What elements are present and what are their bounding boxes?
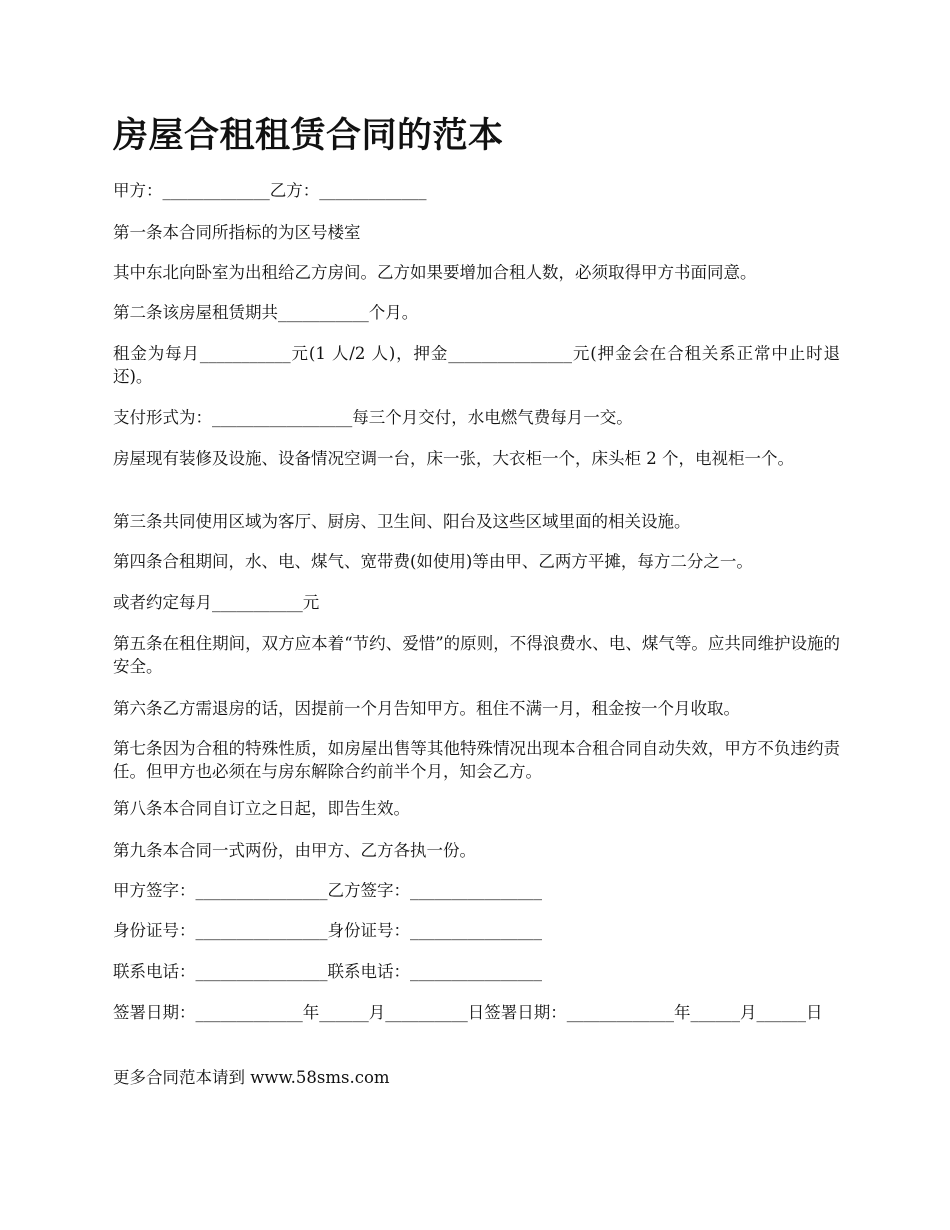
clause-3: 第三条共同使用区域为客厅、厨房、卫生间、阳台及这些区域里面的相关设施。 [113, 512, 691, 531]
clause-4: 第四条合租期间，水、电、煤气、宽带费(如使用)等由甲、乙两方平摊，每方二分之一。 [113, 552, 753, 571]
clause-8: 第八条本合同自订立之日起，即告生效。 [113, 799, 410, 818]
more-templates-footer: 更多合同范本请到 www.58sms.com [113, 1068, 390, 1087]
party-names-line: 甲方：_____________乙方：_____________ [113, 181, 427, 200]
phone-line: 联系电话：________________联系电话：________________ [113, 962, 542, 981]
clause-6: 第六条乙方需退房的话，因提前一个月告知甲方。租住不满一月，租金按一个月收取。 [113, 699, 740, 718]
monthly-agreement-line: 或者约定每月___________元 [113, 593, 320, 612]
clause-2-term: 第二条该房屋租赁期共___________个月。 [113, 303, 419, 322]
bedroom-clause: 其中东北向卧室为出租给乙方房间。乙方如果要增加合租人数，必须取得甲方书面同意。 [113, 263, 757, 282]
id-number-line: 身份证号：________________身份证号：________________ [113, 921, 542, 940]
signature-line: 甲方签字：________________乙方签字：________________ [113, 881, 542, 900]
clause-9: 第九条本合同一式两份，由甲方、乙方各执一份。 [113, 841, 476, 860]
payment-method-clause: 支付形式为：_________________每三个月交付，水电燃气费每月一交。 [113, 408, 633, 427]
document-title: 房屋合租租赁合同的范本 [113, 115, 504, 156]
furnishings-clause: 房屋现有装修及设施、设备情况空调一台，床一张，大衣柜一个，床头柜 2 个，电视柜一个。 [113, 449, 794, 468]
clause-7: 第七条因为合租的特殊性质，如房屋出售等其他特殊情况出现本合租合同自动失效，甲方不负违约责任。但甲方也必须在与房东解除合约前半个月，知会乙方。 [113, 739, 840, 781]
signing-date-line: 签署日期：_____________年______月__________日签署日期：_____________年______月______日 [113, 1003, 823, 1022]
clause-1: 第一条本合同所指标的为区号楼室 [113, 223, 361, 242]
rent-deposit-clause: 租金为每月___________元(1 人/2 人)，押金_______________元(押金会在合租关系正常中止时退还)。 [113, 344, 840, 386]
clause-5: 第五条在租住期间，双方应本着“节约、爱惜”的原则，不得浪费水、电、煤气等。应共同维护设施的安全。 [113, 634, 840, 676]
